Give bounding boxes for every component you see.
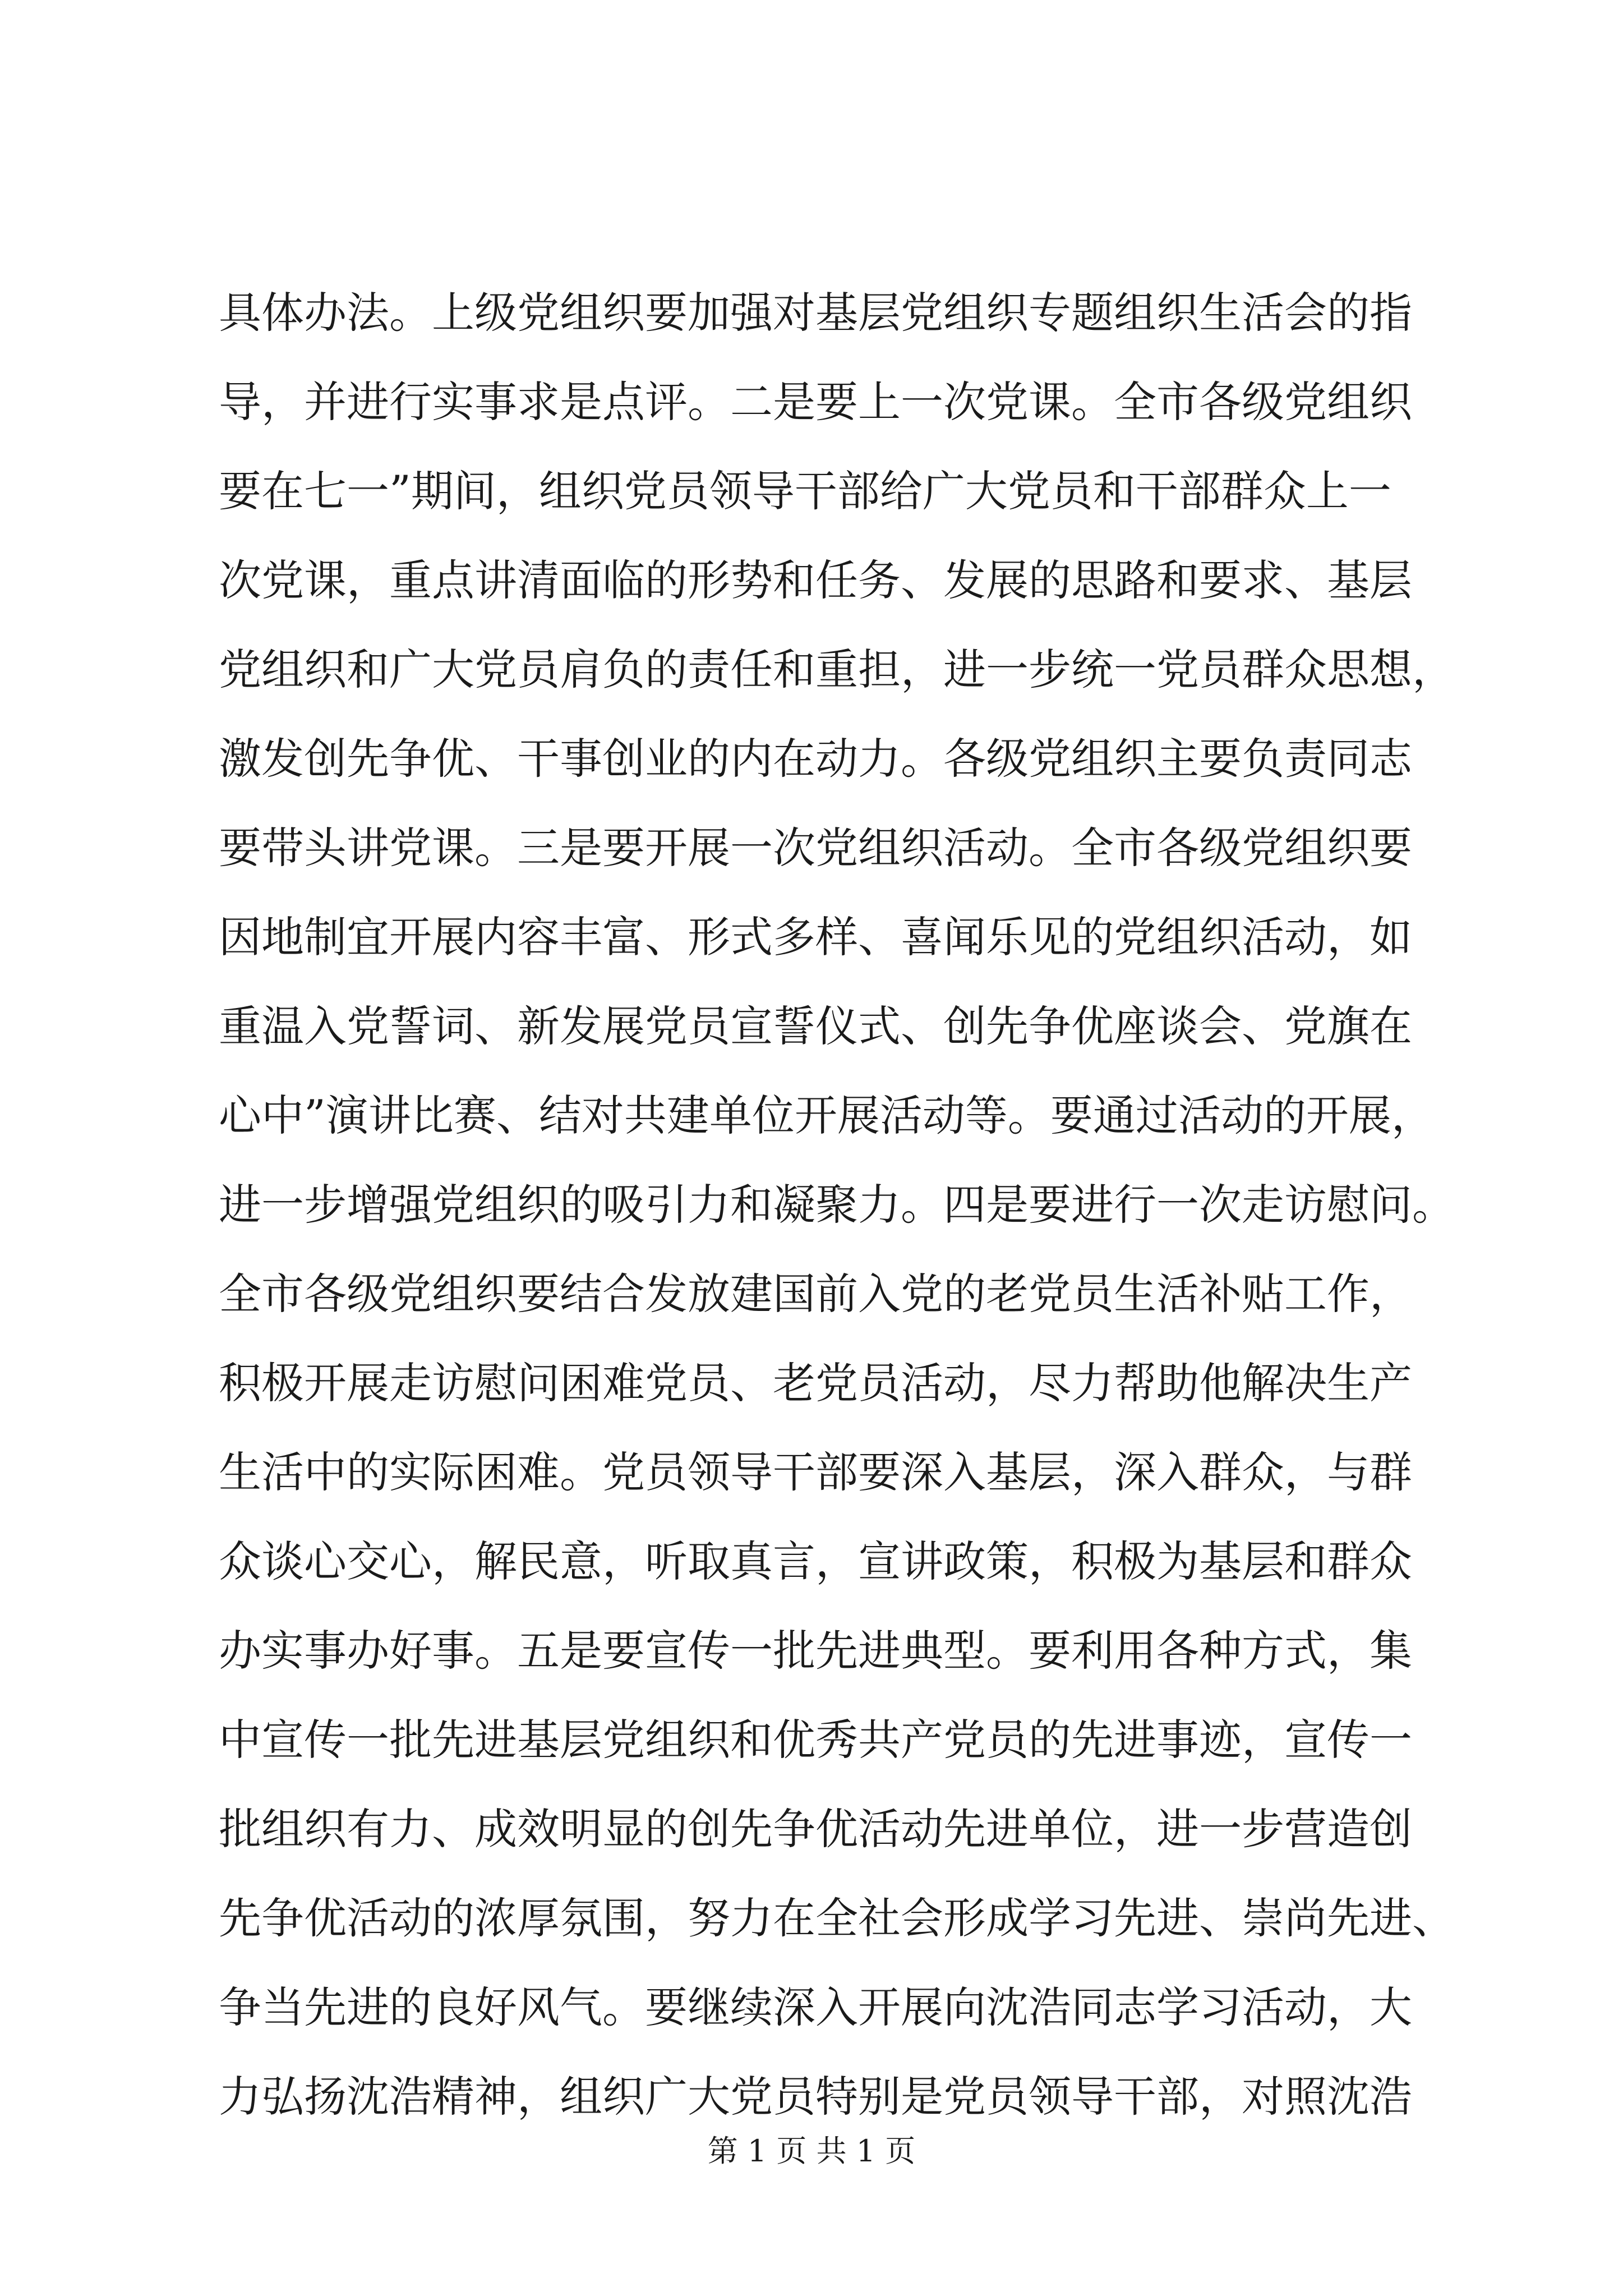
page-number-label: 第 1 页 共 1 页 [707,2133,916,2169]
text-line: 先争优活动的浓厚氛围，努力在全社会形成学习先进、崇尚先进、 [219,1893,1455,1943]
text-line: 众谈心交心，解民意，听取真言，宣讲政策，积极为基层和群众 [219,1536,1412,1586]
text-line: 要带头讲党课。三是要开展一次党组织活动。全市各级党组织要 [219,823,1412,873]
text-line: 批组织有力、成效明显的创先争优活动先进单位，进一步营造创 [219,1804,1412,1854]
text-line: 党组织和广大党员肩负的责任和重担，进一步统一党员群众思想， [219,645,1455,694]
text-line: 次党课，重点讲清面临的形势和任务、发展的思路和要求、基层 [219,555,1412,605]
text-line: 导，并进行实事求是点评。二是要上一次党课。全市各级党组织 [219,377,1412,427]
text-line: 重温入党誓词、新发展党员宣誓仪式、创先争优座谈会、党旗在 [219,1001,1412,1051]
page-footer [0,2132,1623,2171]
text-line: 心中”演讲比赛、结对共建单位开展活动等。要通过活动的开展， [219,1091,1434,1140]
text-line: 进一步增强党组织的吸引力和凝聚力。四是要进行一次走访慰问。 [219,1180,1455,1230]
text-line: 积极开展走访慰问困难党员、老党员活动，尽力帮助他解决生产 [219,1358,1412,1408]
text-line: 争当先进的良好风气。要继续深入开展向沈浩同志学习活动，大 [219,1982,1412,2032]
text-line: 中宣传一批先进基层党组织和优秀共产党员的先进事迹，宣传一 [219,1715,1412,1765]
text-line: 要在七一”期间，组织党员领导干部给广大党员和干部群众上一 [219,466,1391,516]
text-line: 力弘扬沈浩精神，组织广大党员特别是党员领导干部，对照沈浩 [219,2072,1412,2122]
text-line: 具体办法。上级党组织要加强对基层党组织专题组织生活会的指 [219,288,1412,338]
text-line: 激发创先争优、干事创业的内在动力。各级党组织主要负责同志 [219,734,1412,784]
text-line: 办实事办好事。五是要宣传一批先进典型。要利用各种方式，集 [219,1626,1412,1676]
body-text [219,268,1455,2141]
text-line: 全市各级党组织要结合发放建国前入党的老党员生活补贴工作， [219,1269,1412,1319]
text-line: 因地制宜开展内容丰富、形式多样、喜闻乐见的党组织活动，如 [219,912,1412,962]
text-line: 生活中的实际困难。党员领导干部要深入基层，深入群众，与群 [219,1447,1412,1497]
